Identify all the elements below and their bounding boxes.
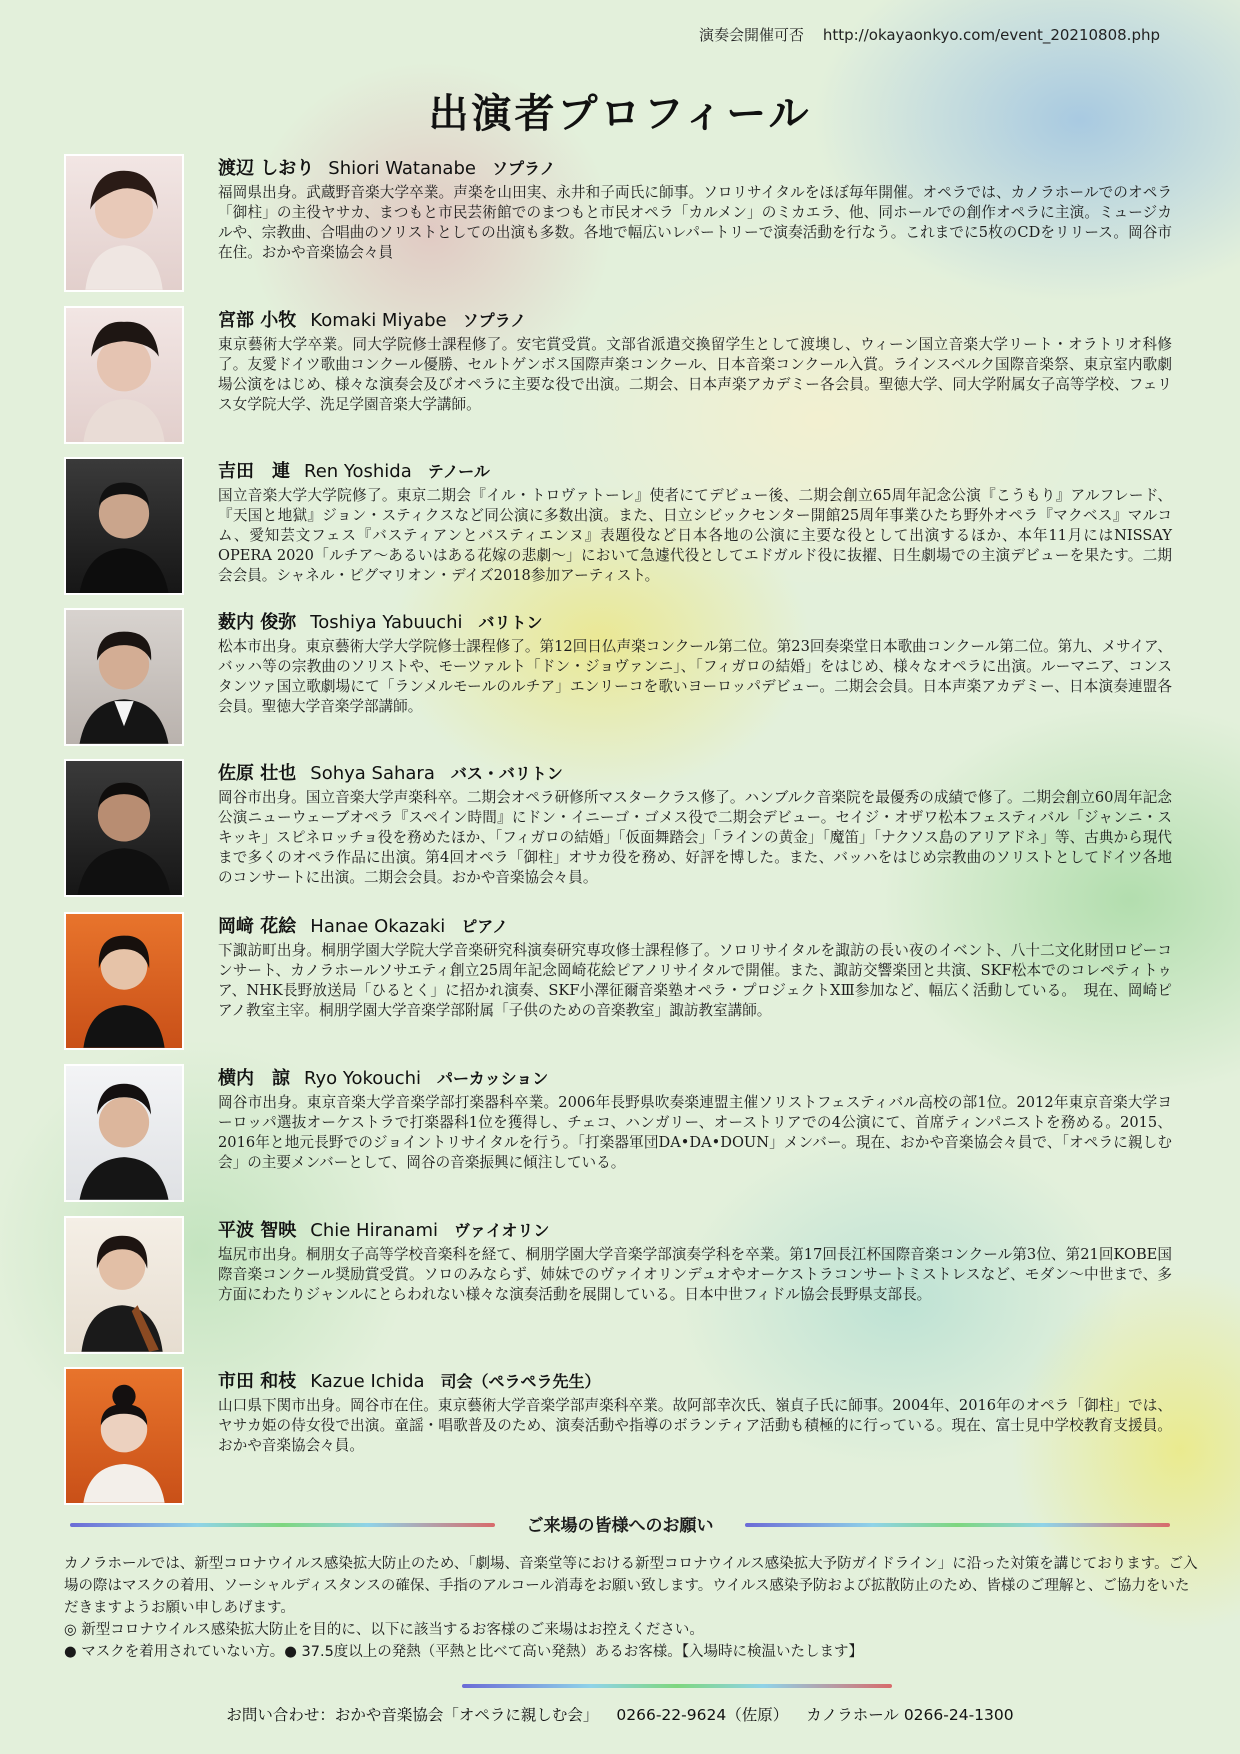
performer-photo — [64, 154, 184, 292]
performer-name-jp: 渡辺 しおり — [218, 158, 315, 179]
performer-heading — [218, 912, 1172, 938]
header-label: 演奏会開催可否 — [699, 26, 805, 44]
performer-name-jp: 岡﨑 花絵 — [218, 916, 297, 937]
contact-label: お問い合わせ：おかや音楽協会「オペラに親しむ会」 — [226, 1706, 599, 1724]
performer-bio: 山口県下関市出身。岡谷市在住。東京藝術大学音楽学部声楽科卒業。故阿部幸次氏、嶺貞子氏に師事。2004年、2016年のオペラ「御柱」では、ヤサカ姫の侍女役で出演。童謡・唱歌普及のため、演奏活動や指導のボランティア活動も積極的に行っている。現在、富士見中学校教育支援員。おかや音楽協会々員。 — [218, 1397, 1172, 1454]
performer-name-jp: 宮部 小牧 — [218, 310, 297, 331]
notice-title: ご来場の皆様へのお願い — [526, 1516, 714, 1536]
performer-heading — [218, 1064, 1172, 1090]
performer-role: ソプラノ — [491, 159, 556, 178]
performer-role: ピアノ — [461, 917, 509, 936]
performer-name-jp: 横内 諒 — [218, 1068, 290, 1089]
performer-photo — [64, 912, 184, 1050]
performer-name-jp: 市田 和枝 — [218, 1371, 297, 1392]
performer-profile — [218, 306, 1172, 415]
performer-name-en: Sohya Sahara — [310, 763, 435, 784]
ornament-line — [745, 1523, 1170, 1527]
performer-role: バリトン — [478, 613, 543, 632]
performer-bio: 下諏訪町出身。桐朋学園大学院大学音楽研究科演奏研究専攻修士課程修了。ソロリサイタルを諏訪の長い夜のイベント、八十二文化財団ロビーコンサート、カノラホールソサエティ創立25周年記念岡崎花絵ピアノリサイタルで開催。また、諏訪交響楽団と共演、SKF松本でのコレペティトゥア、NHK長野放送局「ひるとく」に招かれ演奏、SKF小澤征爾音楽塾オペラ・プロジェクトXⅢ参加など、幅広く活動している。 現在、岡崎ピアノ教室主宰。桐朋学園大学音楽学部附属「子供のための音楽教室」諏訪教室講師。 — [218, 942, 1172, 1019]
performer-heading — [218, 457, 1172, 483]
performer-bio: 岡谷市出身。国立音楽大学声楽科卒。二期会オペラ研修所マスタークラス修了。ハンブルク音楽院を最優秀の成績で修了。二期会創立60周年記念公演ニューウェーブオペラ『スペイン時間』にドン・イニーゴ・ゴメス役で二期会デビュー。セイジ・オザワ松本フェスティバル「ジャンニ・スキッキ」スピネロッチョ役を務めたほか、「フィガロの結婚」「仮面舞踏会」「ラインの黄金」「魔笛」「ナクソス島のアリアドネ」等、古典から現代まで多くのオペラ作品に出演。第4回オペラ「御柱」オサカ役を務め、好評を博した。また、バッハをはじめ宗教曲のソリストとしてドイツ各地のコンサートに出演。二期会会員。おかや音楽協会々員。 — [218, 789, 1172, 886]
header-url[interactable]: http://okayaonkyo.com/event_20210808.php — [822, 26, 1160, 44]
ornament-line — [462, 1684, 892, 1688]
performer-role: バス・バリトン — [450, 764, 563, 783]
performer-name-jp: 薮内 俊弥 — [218, 612, 297, 633]
notice-header — [70, 1510, 1170, 1540]
performer-photo — [64, 306, 184, 444]
performer-photo — [64, 608, 184, 746]
performer-bio: 岡谷市出身。東京音楽大学音楽学部打楽器科卒業。2006年長野県吹奏楽連盟主催ソリストフェスティバル高校の部1位。2012年東京音楽大学ヨーロッパ選抜オーケストラで打楽器科1位を獲得し、チェコ、ハンガリー、オーストリアでの4公演にて、首席ティンパニストを務める。2015、2016年と地元長野でのジョイントリサイタルを行う。「打楽器軍団DA•DA•DOUN」メンバー。現在、おかや音楽協会々員で、「オペラに親しむ会」の主要メンバーとして、岡谷の音楽振興に傾注している。 — [218, 1094, 1172, 1171]
performer-heading — [218, 1367, 1172, 1393]
performer-profile — [218, 1367, 1172, 1456]
notice-paragraph: カノラホールでは、新型コロナウイルス感染拡大防止のため、「劇場、音楽堂等における新型コロナウイルス感染拡大予防ガイドライン」に沿った対策を講じております。ご入場の際はマスクの着用、ソーシャルディスタンスの確保、手指のアルコール消毒をお願い致します。ウイルス感染予防および拡散防止のため、皆様のご理解と、ご協力をいただきますようお願い申しあげます。 — [64, 1556, 1198, 1616]
performer-heading — [218, 154, 1172, 180]
performer-profile — [218, 457, 1172, 586]
performer-name-jp: 吉田 連 — [218, 461, 290, 482]
performer-photo — [64, 1064, 184, 1202]
performer-bio: 東京藝術大学卒業。同大学院修士課程修了。安宅賞受賞。文部省派遣交換留学生として渡墺し、ウィーン国立音楽大学リート・オラトリオ科修了。友愛ドイツ歌曲コンクール優勝、セルトゲンボス国際声楽コンクール、日本音楽コンクール入賞。ラインスベルク国際音楽祭、東京室内歌劇場公演をはじめ、様々な演奏会及びオペラに主要な役で出演。二期会、日本声楽アカデミー各会員。聖徳大学、同大学附属女子高等学校、フェリス女学院大学、洗足学園音楽大学講師。 — [218, 336, 1172, 413]
performer-profile — [218, 759, 1172, 888]
performer-name-en: Kazue Ichida — [310, 1371, 425, 1392]
performer-name-en: Komaki Miyabe — [310, 310, 447, 331]
performer-bio: 松本市出身。東京藝術大学大学院修士課程修了。第12回日仏声楽コンクール第二位。第23回奏楽堂日本歌曲コンクール第二位。第九、メサイア、バッハ等の宗教曲のソリストや、モーツァルト「ドン・ジョヴァンニ」、「フィガロの結婚」をはじめ、様々なオペラに出演。ルーマニア、コンスタンツァ国立歌劇場にて「ランメルモールのルチア」エンリーコを歌いヨーロッパデビュー。二期会会員。日本声楽アカデミー、日本演奏連盟各会員。聖徳大学音楽学部講師。 — [218, 638, 1172, 715]
performer-photo — [64, 457, 184, 595]
header-line — [699, 24, 1160, 45]
performer-bio: 福岡県出身。武蔵野音楽大学卒業。声楽を山田実、永井和子両氏に師事。ソロリサイタルをほぼ毎年開催。オペラでは、カノラホールでのオペラ「御柱」の主役ヤサカ、まつもと市民芸術館でのまつもと市民オペラ「カルメン」のミカエラ、他、同ホールでの創作オペラに主演。ミュージカルや、宗教曲、合唱曲のソリストとしての出演も多数。各地で幅広いレパートリーで演奏活動を行なう。これまでに5枚のCDをリリース。岡谷市在住。おかや音楽協会々員 — [218, 184, 1172, 261]
performer-role: 司会（ペラペラ先生） — [440, 1372, 601, 1391]
performer-role: テノール — [427, 462, 490, 481]
performer-name-en: Ryo Yokouchi — [304, 1068, 422, 1089]
performer-heading — [218, 1216, 1172, 1242]
performer-name-en: Hanae Okazaki — [310, 916, 446, 937]
performer-name-en: Shiori Watanabe — [328, 158, 476, 179]
performer-name-en: Ren Yoshida — [304, 461, 412, 482]
performer-role: ヴァイオリン — [454, 1221, 550, 1240]
performer-role: ソプラノ — [462, 311, 527, 330]
performer-profile — [218, 1064, 1172, 1173]
performer-heading — [218, 759, 1172, 785]
performer-photo — [64, 1216, 184, 1354]
notice-paragraph: ● マスクを着用されていない方。● 37.5度以上の発熱（平熱と比べて高い発熱）あるお客様。【入場時に検温いたします】 — [64, 1644, 864, 1660]
performer-photo — [64, 1367, 184, 1505]
contact-hall: カノラホール 0266-24-1300 — [806, 1706, 1014, 1724]
performer-name-en: Toshiya Yabuuchi — [310, 612, 463, 633]
performer-heading — [218, 306, 1172, 332]
performer-profile — [218, 1216, 1172, 1305]
performer-name-jp: 平波 智映 — [218, 1220, 297, 1241]
performer-profile — [218, 912, 1172, 1021]
performer-bio: 国立音楽大学大学院修了。東京二期会『イル・トロヴァトーレ』使者にてデビュー後、二期会創立65周年記念公演『こうもり』アルフレード、『天国と地獄』ジョン・スティクスなど同公演に多数出演。また、日立シビックセンター開館25周年事業ひたち野外オペラ『マクベス』マルコム、愛知芸文フェス『バスティアンとバスティエンヌ』表題役など日本各地の公演に主要な役として出演するほか、本年11月にはNISSAY OPERA 2020「ルチア〜あるいはある花嫁の悲劇〜」において急遽代役としてエドガルド役に抜擢、日生劇場での主演デビューを果たす。二期会会員。シャネル・ピグマリオン・デイズ2018参加アーティスト。 — [218, 487, 1172, 584]
page-title: 出演者プロフィール — [428, 91, 812, 137]
performer-role: パーカッション — [437, 1069, 549, 1088]
contact-line — [0, 1703, 1240, 1725]
contact-phone: 0266-22-9624（佐原） — [616, 1706, 789, 1724]
performer-bio: 塩尻市出身。桐朋女子高等学校音楽科を経て、桐朋学園大学音楽学部演奏学科を卒業。第17回長江杯国際音楽コンクール第3位、第21回KOBE国際音楽コンクール奨励賞受賞。ソロのみならず、姉妹でのヴァイオリンデュオやオーケストラコンサートミストレスなど、モダン〜中世まで、多方面にわたりジャンルにとらわれない様々な演奏活動を展開している。日本中世フィドル協会長野県支部長。 — [218, 1246, 1172, 1303]
notice-paragraph: ◎ 新型コロナウイルス感染拡大防止を目的に、以下に該当するお客様のご来場はお控えください。 — [64, 1622, 704, 1638]
performer-name-jp: 佐原 壮也 — [218, 763, 297, 784]
performer-heading — [218, 608, 1172, 634]
performer-photo — [64, 759, 184, 897]
performer-profile — [218, 154, 1172, 263]
performer-name-en: Chie Hiranami — [310, 1220, 438, 1241]
notice-body — [64, 1553, 1200, 1663]
performer-profile — [218, 608, 1172, 717]
